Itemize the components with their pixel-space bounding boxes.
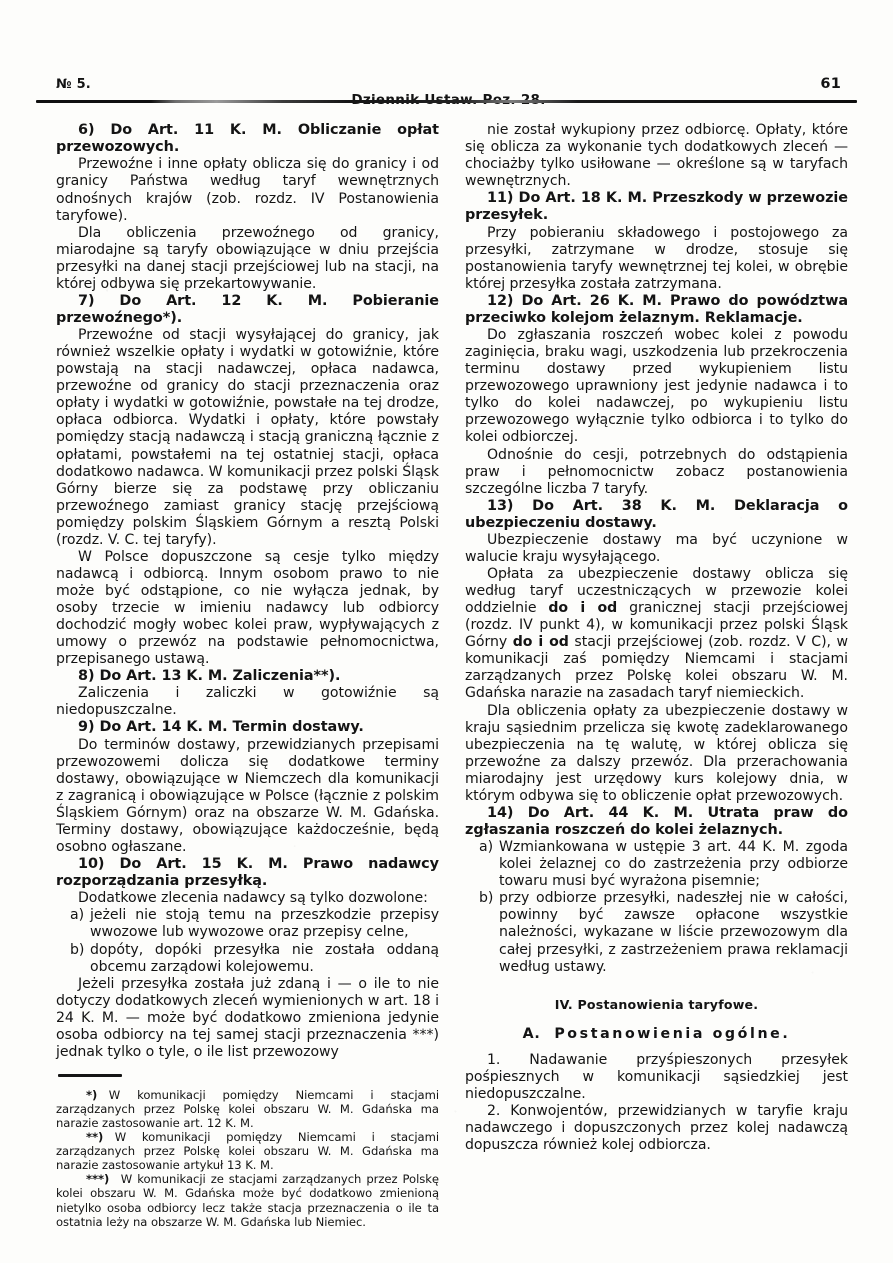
para-przewozne-od-stacji: Przewoźne od stacji wysyłającej do granicy, jak również wszelkie opłaty i wydatki w gotowiźnie, które powstają na stacji nadawczej, opłaca nadawca, przewoźne od granicy do stacji przeznaczenia oraz opłaty i wydatki w gotowiźnie, powstałe na tej drodze, opłaca odbiorca. Wydatki i opłaty, które powstały pomiędzy stacją nadawczą i stacją graniczną łącznie z opłatami, powstałemi na tej ostatniej stacji, opłaca dodatkowo nadawca. W komunikacji przez polski Śląsk Górny bierze się za podstawę przy obliczaniu przewoźnego zamiast granicy stację przejściową pomiędzy polskim Śląskiem Górnym a resztą Polski (rozdz. V. C. tej taryfy).	[56, 327, 439, 548]
para-oplata-za-ubezpieczenie-run-1: do i od	[548, 600, 618, 617]
running-head	[56, 76, 841, 100]
para-oplata-za-ubezpieczenie-run-2: granicznej stacji przejściowej (rozdz. IV punkt 4), w komunikacji przez polski Śląsk Górny	[465, 600, 848, 651]
footnotes	[56, 1088, 439, 1229]
para-do-zglaszania-roszczen: Do zgłaszania roszczeń wobec kolei z powodu zaginięcia, braku wagi, uszkodzenia lub przekroczenia terminu dostawy przed wykupieniem listu przewozowego uprawniony jest jedynie nadawca i to tylko do kolei nadawczej, po wykupieniu listu przewozowego wyłącznie tylko odbiorca i to tylko do kolei odbiorczej.	[465, 327, 848, 446]
footnote-1-marker: *)	[86, 1087, 98, 1102]
para-ubezpieczenie-dostawy: Ubezpieczenie dostawy ma być uczynione w walucie kraju wysyłającego.	[465, 532, 848, 566]
section-letter-title: Postanowienia ogólne.	[554, 1025, 791, 1042]
list-item-marker: b)	[70, 941, 85, 958]
page-number: 61	[820, 76, 841, 92]
para-konwojentow-2: 2. Konwojentów, przewidzianych w taryfie kraju nadawczego i dopuszczonych przez kolej nadawczą dopuszcza również kolej odbiorcza.	[465, 1102, 848, 1153]
list-item-text: Wzmiankowana w ustępie 3 art. 44 K. M. zgoda kolei żelaznej co do zastrzeżenia przy odbiorze towaru musi być wyrażona pisemnie;	[499, 839, 848, 890]
para-dla-obliczenia-oplaty: Dla obliczenia opłaty za ubezpieczenie dostawy w kraju sąsiednim przelicza się kwotę zadeklarowanego ubezpieczenia na tę walutę, w której oblicza się przewoźne za dalszy przewóz. Dla przerachowania miarodajny jest urzędowy kurs kolejowy dnia, w którym odbywa się to obliczenie opłat przewozowych.	[465, 702, 848, 804]
para-oplata-za-ubezpieczenie-run-0: Opłata za ubezpieczenie dostawy oblicza się według taryf uczestniczących w przewozie kolei oddzielnie	[465, 566, 848, 617]
list-item	[56, 942, 439, 976]
list-item	[465, 839, 848, 890]
para-do-terminow: Do terminów dostawy, przewidzianych przepisami przewozowemi dolicza się dodatkowe terminy dostawy, obowiązujące w Niemczech dla komunikacji z zagranicą i obowiązujące w Polsce (łącznie z polskim Śląskiem Górnym) oraz na obszarze W. M. Gdańska. Terminy dostawy, obowiązujące każdocześnie, będą osobno ogłaszane.	[56, 736, 439, 855]
list-item-marker: a)	[70, 907, 85, 924]
para-zaliczenia: Zaliczenia i zaliczki w gotowiźnie są niedopuszczalne.	[56, 685, 439, 719]
left-column	[56, 122, 439, 1229]
heading-7-art-12: 7) Do Art. 12 K. M. Pobieranie przewoźnego*).	[56, 292, 439, 326]
heading-11-art-18: 11) Do Art. 18 K. M. Przeszkody w przewozie przesyłek.	[465, 190, 848, 224]
footnote-3-marker: ***)	[86, 1172, 110, 1187]
body-columns	[56, 122, 848, 1229]
list-item-text: dopóty, dopóki przesyłka nie została oddaną obcemu zarządowi kolejowemu.	[90, 941, 439, 975]
footnote-separator-rule	[58, 1074, 122, 1077]
issue-number: № 5.	[56, 77, 91, 92]
para-dla-obliczenia: Dla obliczenia przewoźnego od granicy, miarodajne są taryfy obowiązujące w dniu przejścia przesyłki na danej stacji przejściowej lub na stacji, na której odbywa się przekartowywanie.	[56, 224, 439, 292]
footnote-1-text: W komunikacji pomiędzy Niemcami i stacjami zarządzanych przez Polskę kolei obszaru W. M. Gdańska ma narazie zastosowanie art. 12 K. M.	[56, 1087, 439, 1131]
para-dodatkowe-zlecenia: Dodatkowe zlecenia nadawcy są tylko dozwolone:	[78, 890, 428, 907]
para-przewozne-oblicza: Przewoźne i inne opłaty oblicza się do granicy i od granicy Państwa według taryf wewnętrznych odnośnych krajów (zob. rozdz. IV Postanowienia taryfowe).	[56, 156, 439, 224]
heading-9-art-14: 9) Do Art. 14 K. M. Termin dostawy.	[78, 719, 364, 736]
para-odnosnie-do-cesji: Odnośnie do cesji, potrzebnych do odstąpienia praw i pełnomocnictw zobacz postanowienia szczególne liczba 7 taryfy.	[465, 446, 848, 497]
footnote-3	[56, 1172, 439, 1228]
section-letter: A.	[522, 1025, 541, 1042]
list-zlecenia	[56, 907, 439, 975]
para-oplata-za-ubezpieczenie-run-4: stacji przejściowej (zob. rozdz. V C), w komunikacji zaś pomiędzy Niemcami i stacjami zarządzanych przez Polskę kolei obszaru W. M. Gdańska narazie na zasadach taryf niemieckich.	[465, 634, 848, 702]
list-item-marker: a)	[479, 839, 494, 856]
list-item	[465, 890, 848, 975]
heading-10-art-15: 10) Do Art. 15 K. M. Prawo nadawcy rozporządzania przesyłką.	[56, 855, 439, 890]
footnote-2-marker: **)	[86, 1130, 104, 1145]
section-heading-iv: IV. Postanowienia taryfowe.	[554, 996, 759, 1012]
para-jezeli-przesylka: Jeżeli przesyłka została już zdaną i — o ile to nie dotyczy dodatkowych zleceń wymienionych w art. 18 i 24 K. M. — może być dodatkowo zmieniona jedynie osoba odbiorcy na tej samej stacji przeznaczenia ***) jednak tylko o tyle, o ile list przewozowy	[56, 975, 439, 1060]
header-rule	[36, 100, 857, 103]
list-utrata-praw	[465, 839, 848, 975]
list-item-marker: b)	[479, 890, 494, 907]
heading-14-art-44: 14) Do Art. 44 K. M. Utrata praw do zgłaszania roszczeń do kolei żelaznych.	[465, 804, 848, 839]
para-nadawanie-1: 1. Nadawanie przyśpieszonych przesyłek pośpiesznych w komunikacji sąsiedzkiej jest niedopuszczalne.	[465, 1051, 848, 1102]
heading-6-art-11: 6) Do Art. 11 K. M. Obliczanie opłat przewozowych.	[56, 122, 439, 156]
para-oplata-za-ubezpieczenie-run-3: do i od	[512, 634, 569, 651]
list-item	[56, 907, 439, 941]
heading-12-art-26: 12) Do Art. 26 K. M. Prawo do powództwa przeciwko kolejom żelaznym. Reklamacje.	[465, 292, 848, 326]
para-przy-pobieraniu: Przy pobieraniu składowego i postojowego za przesyłki, zatrzymane w drodze, stosuje się postanowienia taryfy wewnętrznej tej kolei, w obrębie której przesyłka została zatrzymana.	[465, 224, 848, 292]
para-nie-zostal-wykupiony: nie został wykupiony przez odbiorcę. Opłaty, które się oblicza za wykonanie tych dodatkowych zleceń — chociażby tylko usiłowane — określone są w taryfach wewnętrznych.	[465, 122, 848, 190]
section-heading-a	[465, 1026, 848, 1043]
footnote-2	[56, 1130, 439, 1172]
list-item-text: przy odbiorze przesyłki, nadeszłej nie w całości, powinny być zawsze opłacone wszystkie należności, wykazane w liście przewozowym dla całej przesyłki, z zastrzeżeniem prawa reklamacji według ustawy.	[499, 890, 848, 975]
footnote-2-text: W komunikacji pomiędzy Niemcami i stacjami zarządzanych przez Polskę kolei obszaru W. M. Gdańska ma narazie zastosowanie artykuł 13 K. M.	[56, 1130, 439, 1173]
list-item-text: jeżeli nie stoją temu na przeszkodzie przepisy wwozowe lub wywozowe oraz przepisy celne,	[90, 907, 439, 941]
heading-13-art-38: 13) Do Art. 38 K. M. Deklaracja o ubezpieczeniu dostawy.	[465, 497, 848, 531]
footnote-1	[56, 1088, 439, 1130]
para-oplata-za-ubezpieczenie	[465, 566, 848, 702]
right-column	[465, 122, 848, 1229]
heading-8-art-13: 8) Do Art. 13 K. M. Zaliczenia**).	[78, 668, 341, 685]
footnote-3-text: W komunikacji ze stacjami zarządzanych przez Polskę kolei obszaru W. M. Gdańska może być dodatkowo zmienioną nietylko osoba odbiorcy lecz także stacja przeznaczenia o ile ta ostatnia leży na obszarze W. M. Gdańska lub Niemiec.	[56, 1172, 439, 1229]
para-w-polsce-cesje: W Polsce dopuszczone są cesje tylko między nadawcą i odbiorcą. Innym osobom prawo to nie może być odstąpione, co nie wyłącza jednak, by osoby trzecie w imieniu nadawcy lub odbiorcy dochodzić mogły wobec kolei praw, wypływających z umowy o przewóz na podstawie pełnomocnictwa, przepisanego ustawą.	[56, 548, 439, 668]
